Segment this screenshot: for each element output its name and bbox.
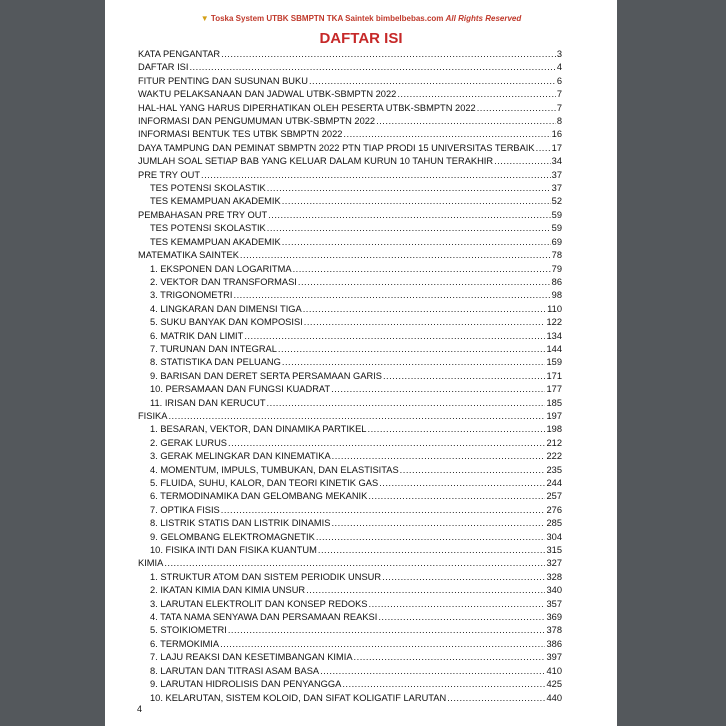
toc-entry-page: 17 — [551, 142, 562, 153]
dot-leader — [201, 169, 551, 182]
toc-entry-label: 5. FLUIDA, SUHU, KALOR, DAN TEORI KINETIK GAS — [150, 478, 379, 488]
toc-entry[interactable] — [138, 370, 562, 383]
toc-entry-page: 7 — [556, 102, 562, 113]
toc-entry-label: TES POTENSI SKOLASTIK — [150, 183, 266, 194]
toc-entry-page: 315 — [546, 545, 562, 556]
toc-entry-page: 285 — [546, 518, 562, 529]
dot-leader — [189, 61, 555, 74]
toc-entry-page: 177 — [546, 384, 562, 395]
document-page — [105, 0, 617, 726]
dot-leader — [267, 222, 551, 235]
dot-leader — [379, 477, 545, 490]
toc-entry[interactable] — [138, 88, 562, 101]
dot-leader — [306, 584, 545, 597]
toc-entry-label: 2. VEKTOR DAN TRANSFORMASI — [150, 276, 297, 287]
toc-entry[interactable] — [138, 638, 562, 651]
toc-entry-label: WAKTU PELAKSANAAN DAN JADWAL UTBK-SBMPTN 2022 — [138, 89, 397, 100]
dot-leader — [320, 665, 545, 678]
toc-entry-label: FISIKA — [138, 410, 168, 421]
dot-leader — [316, 531, 546, 544]
toc-entry[interactable] — [138, 584, 562, 597]
toc-entry-page: 78 — [551, 250, 562, 261]
toc-entry[interactable] — [138, 665, 562, 678]
toc-entry-page: 410 — [546, 665, 562, 676]
toc-entry-page: 98 — [551, 290, 562, 301]
toc-entry-label: 5. STOIKIOMETRI — [150, 625, 227, 636]
toc-entry-page: 244 — [546, 478, 562, 488]
dot-leader — [303, 303, 546, 316]
toc-entry[interactable] — [138, 517, 562, 530]
dot-leader — [278, 343, 546, 356]
toc-entry-label: INFORMASI DAN PENGUMUMAN UTBK-SBMPTN 2022 — [138, 116, 376, 127]
toc-entry[interactable] — [138, 531, 562, 544]
dot-leader — [397, 88, 556, 101]
toc-entry-label: 3. TRIGONOMETRI — [150, 290, 233, 301]
toc-entry[interactable] — [138, 316, 562, 329]
dot-leader — [368, 490, 545, 503]
toc-entry[interactable] — [138, 598, 562, 611]
toc-entry[interactable] — [138, 624, 562, 637]
toc-entry-label: DAYA TAMPUNG DAN PEMINAT SBMPTN 2022 PTN TIAP PRODI 15 UNIVERSITAS TERBAIK — [138, 142, 535, 153]
dot-leader — [536, 142, 551, 155]
dot-leader — [221, 504, 546, 517]
toc-entry[interactable] — [138, 557, 562, 570]
logo-icon: ▼ — [200, 14, 209, 23]
dot-leader — [221, 48, 556, 61]
toc-entry-label: 2. IKATAN KIMIA DAN KIMIA UNSUR — [150, 585, 306, 596]
toc-entry-label: 4. TATA NAMA SENYAWA DAN PERSAMAAN REAKSI — [150, 612, 378, 623]
toc-entry[interactable] — [138, 263, 562, 276]
toc-entry-page: 212 — [546, 437, 562, 448]
dot-leader — [343, 128, 550, 141]
toc-entry-page: 79 — [551, 263, 562, 274]
dot-leader — [383, 370, 546, 383]
toc-entry[interactable] — [138, 102, 562, 115]
toc-entry-page: 159 — [546, 357, 562, 368]
toc-entry-page: 122 — [546, 317, 562, 328]
toc-entry[interactable] — [138, 61, 562, 74]
dot-leader — [267, 397, 546, 410]
toc-entry-label: JUMLAH SOAL SETIAP BAB YANG KELUAR DALAM KURUN 10 TAHUN TERAKHIR — [138, 156, 494, 167]
page-number: 4 — [137, 704, 143, 714]
toc-entry-label: 4. MOMENTUM, IMPULS, TUMBUKAN, DAN ELASTISITAS — [150, 464, 399, 475]
dot-leader — [240, 249, 551, 262]
toc-entry-page: 397 — [546, 652, 562, 663]
dot-leader — [268, 209, 550, 222]
toc-entry-page: 4 — [556, 62, 562, 73]
toc-entry-page: 7 — [556, 89, 562, 100]
dot-leader — [400, 464, 546, 477]
toc-entry[interactable] — [138, 169, 562, 182]
toc-entry[interactable] — [138, 692, 562, 705]
toc-entry-page: 235 — [546, 464, 562, 475]
toc-entry-page: 185 — [546, 397, 562, 408]
toc-entry-page: 340 — [546, 585, 562, 596]
toc-entry-page: 144 — [546, 343, 562, 354]
toc-entry-label: 8. STATISTIKA DAN PELUANG — [150, 357, 281, 368]
toc-entry-page: 197 — [546, 410, 562, 421]
toc-entry-label: INFORMASI BENTUK TES UTBK SBMPTN 2022 — [138, 129, 343, 140]
toc-entry[interactable] — [138, 611, 562, 624]
toc-entry[interactable] — [138, 383, 562, 396]
toc-entry-page: 369 — [546, 612, 562, 623]
toc-entry-label: 10. PERSAMAAN DAN FUNGSI KUADRAT — [150, 384, 331, 395]
dot-leader — [304, 316, 546, 329]
dot-leader — [367, 423, 545, 436]
dot-leader — [244, 330, 545, 343]
toc-entry-label: TES KEMAMPUAN AKADEMIK — [150, 236, 281, 247]
dot-leader — [354, 651, 546, 664]
dot-leader — [494, 155, 551, 168]
toc-entry[interactable] — [138, 182, 562, 195]
toc-entry[interactable] — [138, 490, 562, 503]
toc-entry[interactable] — [138, 236, 562, 249]
toc-entry-page: 69 — [551, 236, 562, 247]
toc-entry-label: 3. LARUTAN ELEKTROLIT DAN KONSEP REDOKS — [150, 598, 368, 609]
toc-entry-page: 257 — [546, 491, 562, 502]
toc-entry-label: TES POTENSI SKOLASTIK — [150, 223, 266, 234]
toc-entry[interactable] — [138, 651, 562, 664]
header-rights: All Rights Reserved — [445, 14, 522, 23]
toc-entry[interactable] — [138, 464, 562, 477]
toc-entry[interactable] — [138, 678, 562, 691]
dot-leader — [477, 102, 556, 115]
dot-leader — [332, 450, 546, 463]
toc-entry-label: 8. LISTRIK STATIS DAN LISTRIK DINAMIS — [150, 518, 331, 529]
dot-leader — [447, 692, 545, 705]
dot-leader — [382, 571, 545, 584]
toc-entry[interactable] — [138, 571, 562, 584]
toc-entry-label: 7. TURUNAN DAN INTEGRAL — [150, 343, 277, 354]
toc-entry-page: 3 — [556, 49, 562, 59]
toc-entry-label: 1. STRUKTUR ATOM DAN SISTEM PERIODIK UNSUR — [150, 571, 382, 582]
toc-entry[interactable] — [138, 450, 562, 463]
page-header — [105, 14, 617, 23]
toc-entry[interactable] — [138, 209, 562, 222]
toc-entry[interactable] — [138, 195, 562, 208]
toc-entry-label: 3. GERAK MELINGKAR DAN KINEMATIKA — [150, 451, 331, 462]
toc-entry-label: 7. LAJU REAKSI DAN KESETIMBANGAN KIMIA — [150, 652, 353, 663]
toc-entry-page: 37 — [551, 183, 562, 194]
dot-leader — [369, 598, 546, 611]
dot-leader — [298, 276, 551, 289]
toc-entry-page: 34 — [551, 156, 562, 167]
toc-entry[interactable] — [138, 437, 562, 450]
toc-entry-page: 16 — [551, 129, 562, 140]
toc-entry[interactable] — [138, 544, 562, 557]
toc-entry[interactable] — [138, 356, 562, 369]
toc-entry[interactable] — [138, 48, 562, 61]
toc-entry-label: 9. BARISAN DAN DERET SERTA PERSAMAAN GARIS — [150, 370, 382, 381]
toc-entry-label: 6. TERMOKIMIA — [150, 638, 220, 649]
table-of-contents — [138, 48, 562, 705]
toc-entry-label: 2. GERAK LURUS — [150, 437, 227, 448]
toc-entry-label: 1. BESARAN, VEKTOR, DAN DINAMIKA PARTIKEL — [150, 424, 367, 435]
toc-entry-page: 86 — [551, 276, 562, 287]
dot-leader — [318, 544, 546, 557]
toc-entry-page: 198 — [546, 424, 562, 435]
toc-entry[interactable] — [138, 115, 562, 128]
toc-entry-page: 328 — [546, 571, 562, 582]
dot-leader — [282, 236, 551, 249]
toc-entry-page: 304 — [546, 531, 562, 542]
toc-entry-label: 5. SUKU BANYAK DAN KOMPOSISI — [150, 317, 303, 328]
dot-leader — [331, 517, 545, 530]
toc-entry-label: 9. LARUTAN HIDROLISIS DAN PENYANGGA — [150, 679, 342, 690]
toc-entry[interactable] — [138, 249, 562, 262]
toc-entry-label: 11. IRISAN DAN KERUCUT — [150, 397, 266, 408]
toc-entry[interactable] — [138, 423, 562, 436]
toc-entry-label: MATEMATIKA SAINTEK — [138, 250, 239, 261]
toc-entry-label: KIMIA — [138, 558, 164, 569]
dot-leader — [309, 75, 556, 88]
toc-entry-page: 425 — [546, 679, 562, 690]
toc-entry-page: 171 — [546, 370, 562, 381]
toc-entry[interactable] — [138, 397, 562, 410]
toc-entry-page: 6 — [556, 75, 562, 86]
toc-entry-page: 110 — [547, 303, 562, 314]
toc-entry[interactable] — [138, 222, 562, 235]
toc-entry[interactable] — [138, 289, 562, 302]
toc-entry-page: 357 — [546, 598, 562, 609]
toc-entry-label: TES KEMAMPUAN AKADEMIK — [150, 196, 281, 207]
toc-entry-page: 222 — [546, 451, 562, 462]
toc-entry[interactable] — [138, 142, 562, 155]
toc-entry[interactable] — [138, 504, 562, 517]
dot-leader — [267, 182, 551, 195]
toc-entry-page: 8 — [556, 116, 562, 127]
toc-entry[interactable] — [138, 330, 562, 343]
dot-leader — [228, 624, 546, 637]
toc-entry-page: 378 — [546, 625, 562, 636]
toc-entry-label: 6. MATRIK DAN LIMIT — [150, 330, 244, 341]
dot-leader — [168, 410, 545, 423]
dot-leader — [233, 289, 550, 302]
dot-leader — [282, 356, 546, 369]
toc-entry-label: 10. KELARUTAN, SISTEM KOLOID, DAN SIFAT KOLIGATIF LARUTAN — [150, 692, 447, 703]
page-title: DAFTAR ISI — [319, 30, 403, 47]
header-text: Toska System UTBK SBMPTN TKA Saintek bimbelbebas.com — [210, 14, 444, 23]
toc-entry-label: KATA PENGANTAR — [138, 49, 221, 59]
dot-leader — [342, 678, 545, 691]
toc-entry-label: PEMBAHASAN PRE TRY OUT — [138, 209, 268, 220]
toc-entry-label: PRE TRY OUT — [138, 169, 200, 180]
dot-leader — [378, 611, 545, 624]
toc-entry-page: 59 — [551, 223, 562, 234]
toc-entry-page: 327 — [546, 558, 562, 569]
toc-entry-page: 134 — [546, 330, 562, 341]
toc-entry-label: 4. LINGKARAN DAN DIMENSI TIGA — [150, 303, 302, 314]
toc-entry-page: 37 — [551, 169, 562, 180]
toc-entry-page: 59 — [551, 209, 562, 220]
toc-entry-label: 7. OPTIKA FISIS — [150, 504, 220, 515]
dot-leader — [220, 638, 545, 651]
toc-entry-label: FITUR PENTING DAN SUSUNAN BUKU — [138, 75, 308, 86]
dot-leader — [331, 383, 545, 396]
dot-leader — [376, 115, 556, 128]
toc-entry[interactable] — [138, 155, 562, 168]
toc-entry-label: 8. LARUTAN DAN TITRASI ASAM BASA — [150, 665, 320, 676]
toc-entry-page: 276 — [546, 504, 562, 515]
toc-entry-label: DAFTAR ISI — [138, 62, 189, 73]
toc-entry[interactable] — [138, 276, 562, 289]
dot-leader — [282, 195, 551, 208]
dot-leader — [293, 263, 551, 276]
toc-entry-label: 10. FISIKA INTI DAN FISIKA KUANTUM — [150, 545, 317, 556]
toc-entry-label: 1. EKSPONEN DAN LOGARITMA — [150, 263, 292, 274]
dot-leader — [164, 557, 545, 570]
toc-entry-page: 440 — [546, 692, 562, 703]
toc-entry[interactable] — [138, 128, 562, 141]
toc-entry[interactable] — [138, 410, 562, 423]
toc-entry[interactable] — [138, 477, 562, 490]
dot-leader — [228, 437, 546, 450]
toc-entry-label: 9. GELOMBANG ELEKTROMAGNETIK — [150, 531, 315, 542]
toc-entry-page: 386 — [546, 638, 562, 649]
toc-entry-page: 52 — [551, 196, 562, 207]
toc-entry[interactable] — [138, 75, 562, 88]
toc-entry[interactable] — [138, 303, 562, 316]
toc-entry[interactable] — [138, 343, 562, 356]
toc-entry-label: HAL-HAL YANG HARUS DIPERHATIKAN OLEH PESERTA UTBK-SBMPTN 2022 — [138, 102, 476, 113]
toc-entry-label: 6. TERMODINAMIKA DAN GELOMBANG MEKANIK — [150, 491, 368, 502]
